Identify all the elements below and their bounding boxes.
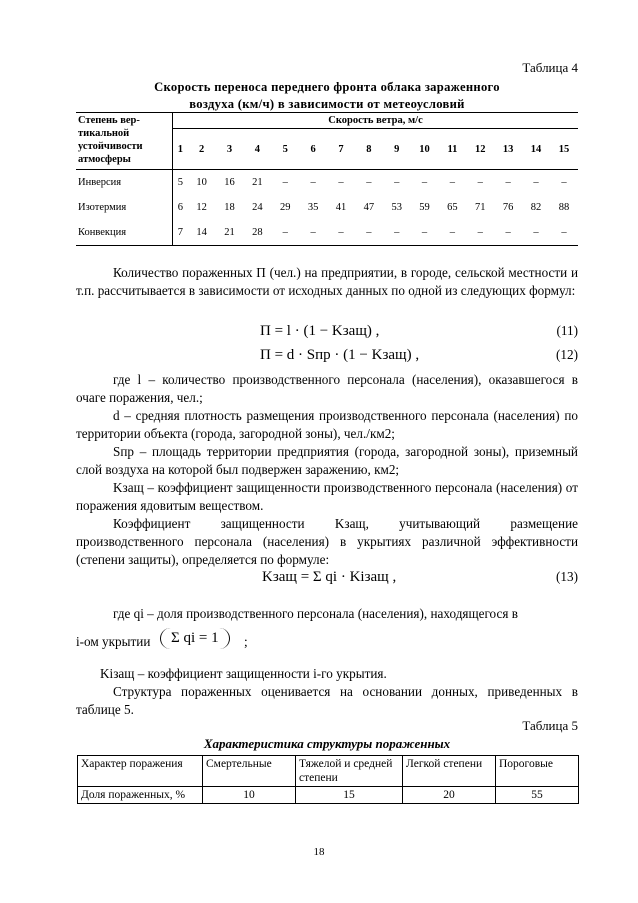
semicolon: ;: [244, 634, 248, 649]
table-cell: –: [411, 220, 439, 246]
table-cell: 71: [475, 202, 486, 213]
table-cell: –: [550, 220, 578, 246]
table4-col-header: [76, 113, 173, 170]
table-cell: 24: [252, 202, 263, 213]
table-cell: –: [505, 177, 511, 188]
col-header-line: атмосферы: [78, 154, 131, 165]
definition-kiz: Kiзащ – коэффициент защищенности i-го укрытия.: [100, 666, 387, 681]
table-cell: 18: [224, 202, 235, 213]
speed-col: 2: [188, 129, 216, 170]
table-header-cell: Характер поражения: [78, 756, 203, 787]
definition-k: Kзащ – коэффициент защищенности производственного персонала (населения) от поражения ядовитым веществом.: [76, 480, 578, 513]
table-cell: 15: [296, 787, 403, 804]
table-cell: –: [366, 177, 372, 188]
table-cell: 53: [391, 202, 402, 213]
speed-col: 14: [522, 129, 550, 170]
speed-col: 10: [411, 129, 439, 170]
table-cell: –: [383, 220, 411, 246]
table-cell: –: [494, 220, 522, 246]
table-cell: 47: [363, 202, 375, 213]
formula-11-number: (11): [556, 323, 578, 338]
speed-col: 5: [271, 129, 299, 170]
table-cell: 14: [188, 220, 216, 246]
table-cell: 20: [403, 787, 496, 804]
row-label: Конвекция: [76, 220, 173, 246]
table-row: [76, 220, 578, 246]
table-cell: –: [299, 220, 327, 246]
table-cell: 28: [243, 220, 271, 246]
table-cell: 76: [502, 202, 514, 213]
table-cell: 59: [419, 202, 430, 213]
speed-col: 9: [383, 129, 411, 170]
table-cell: 16: [224, 177, 235, 188]
table-cell: –: [561, 177, 567, 188]
table-cell: –: [282, 177, 288, 188]
table-header-cell: Смертельные: [203, 756, 296, 787]
table-cell: –: [533, 177, 539, 188]
table-cell: –: [271, 220, 299, 246]
table-row: [76, 170, 578, 196]
formula-13-number: (13): [556, 569, 578, 584]
speed-col: 8: [355, 129, 383, 170]
formula-11: П = l · (1 − Kзащ) ,: [260, 323, 380, 339]
table-cell: –: [466, 220, 494, 246]
table-cell: 35: [307, 202, 319, 213]
sum-formula: Σ qi = 1: [160, 628, 230, 649]
table-cell: 82: [530, 202, 542, 213]
table-row: [76, 195, 578, 220]
table4-speed-header: Скорость ветра, м/с: [173, 113, 579, 129]
table5-title: Характеристика структуры пораженных: [203, 736, 451, 751]
table-cell: 29: [280, 202, 291, 213]
definition-q-shelter: i-ом укрытии: [76, 634, 151, 649]
definition-d: d – средняя плотность размещения производственного персонала (населения) по территории объекта (города, загородной зоны), чел./км2;: [76, 408, 578, 441]
table-cell: –: [438, 220, 466, 246]
speed-col: 7: [327, 129, 355, 170]
col-header-line: устойчивости: [78, 141, 143, 152]
table-header-cell: Пороговые: [496, 756, 579, 787]
table-cell: –: [421, 177, 428, 188]
paragraph-1: Количество пораженных П (чел.) на предприятии, в городе, сельской местности и т.п. рассчитывается в зависимости от исходных данных по одной из следующих формул:: [76, 265, 578, 298]
speed-col: 11: [438, 129, 466, 170]
table-cell: 21: [216, 220, 244, 246]
speed-col: 13: [494, 129, 522, 170]
col-header-line: Степень вер-: [78, 115, 140, 126]
col-header-line: тикальной: [78, 128, 130, 139]
table-cell: –: [477, 177, 483, 188]
table-cell: –: [449, 177, 456, 188]
table-row: [78, 787, 579, 804]
definition-l: где l – количество производственного персонала (населения), оказавшегося в очаге поражения, чел.;: [76, 372, 578, 405]
table4: [76, 112, 578, 246]
page-number: 18: [313, 846, 325, 858]
speed-col: 15: [550, 129, 578, 170]
table-cell: 21: [252, 177, 263, 188]
row-label: Инверсия: [76, 170, 173, 196]
formula-12-number: (12): [556, 347, 578, 362]
table-cell: 65: [447, 202, 458, 213]
table-cell: 12: [196, 202, 207, 213]
table-header-row: [78, 756, 579, 787]
row-label: Изотермия: [76, 195, 173, 220]
speed-col: 4: [243, 129, 271, 170]
table-cell: 10: [196, 177, 207, 188]
definition-q: где qi – доля производственного персонала (населения), находящегося в: [113, 606, 518, 621]
paragraph-3: Структура пораженных оценивается на основании донных, приведенных в таблице 5.: [76, 684, 578, 717]
table-cell: –: [310, 177, 316, 188]
table-cell: 6: [177, 202, 183, 213]
table-cell: –: [338, 177, 344, 188]
table-header-cell: Тяжелой и средней степени: [296, 756, 403, 787]
definition-s: Sпр – площадь территории предприятия (города, загородной зоны), приземный слой воздуха на которой был подвержен заражению, км2;: [76, 444, 578, 477]
table-cell: 41: [335, 202, 347, 213]
speed-col: 1: [173, 129, 188, 170]
table-cell: 7: [173, 220, 188, 246]
table5-caption: Таблица 5: [522, 718, 578, 733]
table-cell: 5: [177, 177, 183, 188]
table4-title: [76, 79, 578, 113]
speed-col: 3: [216, 129, 244, 170]
table-cell: –: [522, 220, 550, 246]
paragraph-2: Коэффициент защищенности Kзащ, учитывающий размещение производственного персонала (населения) в укрытиях различной эффективности (степени защиты), определяется по формуле:: [76, 516, 578, 567]
table-header-cell: Легкой степени: [403, 756, 496, 787]
table-cell: 55: [496, 787, 579, 804]
table-cell: 88: [558, 202, 570, 213]
speed-col: 12: [466, 129, 494, 170]
table4-title-line1: Скорость переноса переднего фронта облака зараженного: [154, 80, 500, 94]
table4-title-line2: воздуха (км/ч) в зависимости от метеоусловий: [189, 97, 465, 111]
table5: [77, 755, 579, 804]
table-cell: 10: [203, 787, 296, 804]
row-label: Доля пораженных, %: [78, 787, 203, 804]
table4-caption: Таблица 4: [522, 60, 578, 75]
table-cell: –: [394, 177, 400, 188]
formula-12: П = d · Sпр · (1 − Kзащ) ,: [260, 347, 420, 363]
formula-13: Kзащ = Σ qi · Kiзащ ,: [262, 569, 397, 585]
speed-col: 6: [299, 129, 327, 170]
table-cell: –: [327, 220, 355, 246]
table-cell: –: [355, 220, 383, 246]
